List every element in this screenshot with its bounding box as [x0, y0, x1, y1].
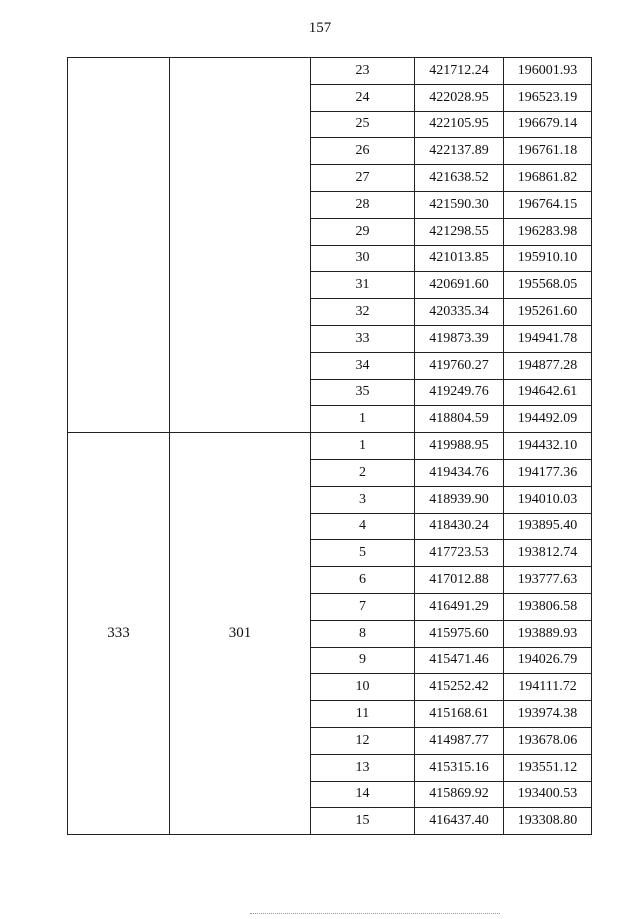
coordinates-table-body	[68, 58, 592, 835]
y-coordinate-cell: 195568.05	[504, 272, 592, 299]
y-coordinate-cell: 194432.10	[504, 433, 592, 460]
x-coordinate-cell: 418939.90	[415, 486, 504, 513]
point-number-cell: 29	[311, 218, 415, 245]
point-number-cell: 1	[311, 406, 415, 433]
point-number-cell: 4	[311, 513, 415, 540]
x-coordinate-cell: 415252.42	[415, 674, 504, 701]
x-coordinate-cell: 415975.60	[415, 620, 504, 647]
point-number-cell: 13	[311, 754, 415, 781]
point-number-cell: 33	[311, 325, 415, 352]
y-coordinate-cell: 193806.58	[504, 593, 592, 620]
x-coordinate-cell: 419988.95	[415, 433, 504, 460]
point-number-cell: 5	[311, 540, 415, 567]
point-number-cell: 24	[311, 84, 415, 111]
y-coordinate-cell: 193974.38	[504, 701, 592, 728]
point-number-cell: 12	[311, 727, 415, 754]
y-coordinate-cell: 193777.63	[504, 567, 592, 594]
point-number-cell: 9	[311, 647, 415, 674]
group-col2-cell: 301	[170, 433, 311, 835]
y-coordinate-cell: 194026.79	[504, 647, 592, 674]
x-coordinate-cell: 421712.24	[415, 58, 504, 85]
group-col1-cell: 333	[68, 433, 170, 835]
x-coordinate-cell: 417723.53	[415, 540, 504, 567]
x-coordinate-cell: 417012.88	[415, 567, 504, 594]
x-coordinate-cell: 422028.95	[415, 84, 504, 111]
x-coordinate-cell: 416491.29	[415, 593, 504, 620]
y-coordinate-cell: 194642.61	[504, 379, 592, 406]
point-number-cell: 32	[311, 299, 415, 326]
point-number-cell: 28	[311, 191, 415, 218]
point-number-cell: 2	[311, 459, 415, 486]
x-coordinate-cell: 420691.60	[415, 272, 504, 299]
y-coordinate-cell: 194877.28	[504, 352, 592, 379]
point-number-cell: 35	[311, 379, 415, 406]
x-coordinate-cell: 419873.39	[415, 325, 504, 352]
x-coordinate-cell: 421590.30	[415, 191, 504, 218]
coordinates-table	[67, 57, 592, 835]
y-coordinate-cell: 195910.10	[504, 245, 592, 272]
x-coordinate-cell: 415315.16	[415, 754, 504, 781]
point-number-cell: 34	[311, 352, 415, 379]
x-coordinate-cell: 419249.76	[415, 379, 504, 406]
point-number-cell: 7	[311, 593, 415, 620]
group-col1-cell	[68, 58, 170, 433]
y-coordinate-cell: 193812.74	[504, 540, 592, 567]
x-coordinate-cell: 418804.59	[415, 406, 504, 433]
point-number-cell: 10	[311, 674, 415, 701]
y-coordinate-cell: 196001.93	[504, 58, 592, 85]
x-coordinate-cell: 414987.77	[415, 727, 504, 754]
point-number-cell: 15	[311, 808, 415, 835]
x-coordinate-cell: 419760.27	[415, 352, 504, 379]
point-number-cell: 1	[311, 433, 415, 460]
x-coordinate-cell: 418430.24	[415, 513, 504, 540]
group-col2-cell	[170, 58, 311, 433]
x-coordinate-cell: 416437.40	[415, 808, 504, 835]
y-coordinate-cell: 194941.78	[504, 325, 592, 352]
x-coordinate-cell: 415471.46	[415, 647, 504, 674]
x-coordinate-cell: 421638.52	[415, 165, 504, 192]
y-coordinate-cell: 194111.72	[504, 674, 592, 701]
point-number-cell: 14	[311, 781, 415, 808]
point-number-cell: 6	[311, 567, 415, 594]
y-coordinate-cell: 194492.09	[504, 406, 592, 433]
y-coordinate-cell: 196761.18	[504, 138, 592, 165]
point-number-cell: 31	[311, 272, 415, 299]
point-number-cell: 23	[311, 58, 415, 85]
footer-dotted-rule	[250, 913, 500, 914]
x-coordinate-cell: 415869.92	[415, 781, 504, 808]
table-row	[68, 58, 592, 85]
y-coordinate-cell: 196679.14	[504, 111, 592, 138]
y-coordinate-cell: 196861.82	[504, 165, 592, 192]
point-number-cell: 3	[311, 486, 415, 513]
x-coordinate-cell: 421298.55	[415, 218, 504, 245]
point-number-cell: 25	[311, 111, 415, 138]
point-number-cell: 11	[311, 701, 415, 728]
x-coordinate-cell: 422105.95	[415, 111, 504, 138]
x-coordinate-cell: 415168.61	[415, 701, 504, 728]
y-coordinate-cell: 195261.60	[504, 299, 592, 326]
x-coordinate-cell: 419434.76	[415, 459, 504, 486]
y-coordinate-cell: 196283.98	[504, 218, 592, 245]
y-coordinate-cell: 194010.03	[504, 486, 592, 513]
point-number-cell: 26	[311, 138, 415, 165]
y-coordinate-cell: 193308.80	[504, 808, 592, 835]
point-number-cell: 30	[311, 245, 415, 272]
page-number: 157	[308, 20, 332, 36]
point-number-cell: 8	[311, 620, 415, 647]
y-coordinate-cell: 193551.12	[504, 754, 592, 781]
x-coordinate-cell: 421013.85	[415, 245, 504, 272]
x-coordinate-cell: 422137.89	[415, 138, 504, 165]
y-coordinate-cell: 193400.53	[504, 781, 592, 808]
x-coordinate-cell: 420335.34	[415, 299, 504, 326]
y-coordinate-cell: 193895.40	[504, 513, 592, 540]
y-coordinate-cell: 193889.93	[504, 620, 592, 647]
y-coordinate-cell: 196523.19	[504, 84, 592, 111]
y-coordinate-cell: 193678.06	[504, 727, 592, 754]
table-row	[68, 433, 592, 460]
point-number-cell: 27	[311, 165, 415, 192]
y-coordinate-cell: 194177.36	[504, 459, 592, 486]
y-coordinate-cell: 196764.15	[504, 191, 592, 218]
